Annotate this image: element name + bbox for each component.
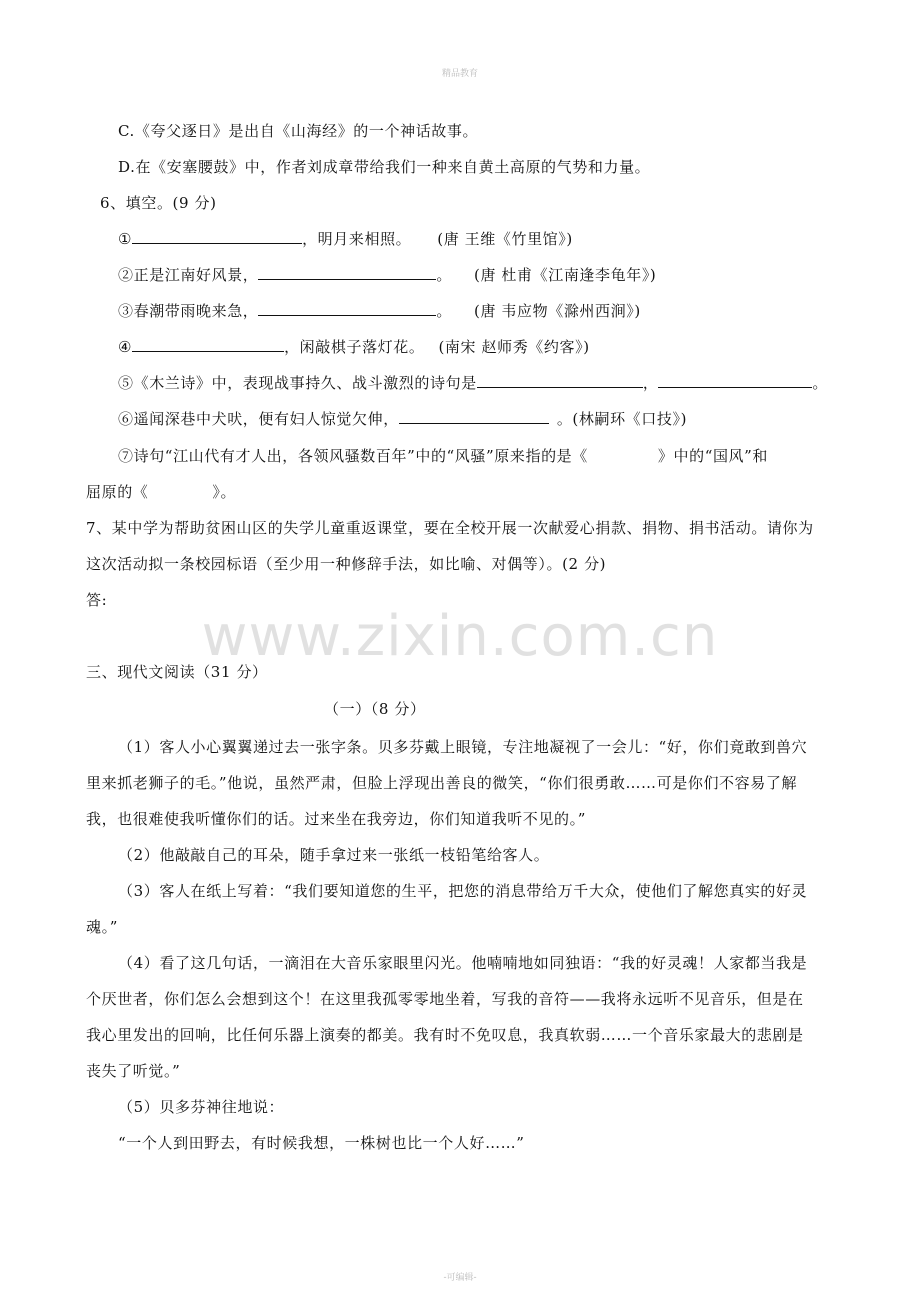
para-1-line-1: （1）客人小心翼翼递过去一张字条。贝多芬戴上眼镜，专注地凝视了一会儿：“好，你们竟敢到兽穴 <box>118 738 808 756</box>
footer-mark: -可编辑- <box>443 1273 477 1283</box>
para-4-line-4: 丧失了听觉。” <box>86 1062 181 1080</box>
fill-6-source: 。(林嗣环《口技》) <box>556 410 688 428</box>
part-1-title: （一）（8 分） <box>324 700 426 718</box>
answer-label: 答: <box>86 591 108 609</box>
para-3-line-2: 魂。” <box>86 918 118 936</box>
para-1-line-2: 里来抓老狮子的毛。”他说，虽然严肃，但脸上浮现出善良的微笑，“你们很勇敢……可是你们不容易了解 <box>86 774 798 792</box>
fill-7-text-c: 屈原的《 <box>86 483 149 501</box>
fill-6-blank[interactable] <box>399 409 549 424</box>
para-6: “一个人到田野去，有时候我想，一株树也比一个人好……” <box>118 1134 525 1152</box>
fill-5-text: ⑤《木兰诗》中，表现战事持久、战斗激烈的诗句是 <box>118 374 477 392</box>
fill-6 <box>118 409 687 429</box>
para-1-line-3: 我，也很难使我听懂你们的话。过来坐在我旁边，你们知道我听不见的。” <box>86 810 586 828</box>
fill-3 <box>118 301 641 321</box>
section-3-title: 三、现代文阅读（31 分） <box>86 663 268 681</box>
fill-5-comma: ， <box>642 374 659 392</box>
fill-3-blank[interactable] <box>258 301 436 316</box>
question-7-line-2: 这次活动拟一条校园标语（至少用一种修辞手法，如比喻、对偶等）。(2 分) <box>86 555 607 573</box>
fill-3-source: (唐 韦应物《滁州西涧》) <box>474 302 641 320</box>
fill-3-text: ③春潮带雨晚来急， <box>118 302 259 320</box>
para-3-line-1: （3）客人在纸上写着：“我们要知道您的生平，把您的消息带给万千大众，使他们了解您真实的好灵 <box>118 882 808 900</box>
fill-1-text: ，明月来相照。 <box>302 230 412 248</box>
fill-1 <box>118 229 573 249</box>
fill-7-text-b: 》中的“国风”和 <box>657 447 769 465</box>
fill-4-text: ，闲敲棋子落灯花。 <box>284 338 425 356</box>
fill-1-blank[interactable] <box>132 229 302 244</box>
header-mark: 精品教育 <box>441 69 478 79</box>
option-d: D.在《安塞腰鼓》中，作者刘成章带给我们一种来自黄土高原的气势和力量。 <box>118 158 651 176</box>
fill-7-line-1 <box>118 446 768 466</box>
fill-5-blank-2[interactable] <box>658 373 812 388</box>
para-4-line-3: 我心里发出的回响，比任何乐器上演奏的都美。我有时不免叹息，我真软弱……一个音乐家最大的悲剧是 <box>86 1026 804 1044</box>
fill-2-end: 。 <box>436 266 453 284</box>
para-4-line-1: （4）看了这几句话，一滴泪在大音乐家眼里闪光。他喃喃地如同独语：“我的好灵魂！人家都当我是 <box>118 954 808 972</box>
fill-6-text: ⑥遥闻深巷中犬吠，便有妇人惊觉欠伸， <box>118 410 399 428</box>
fill-5-blank-1[interactable] <box>477 373 643 388</box>
fill-4 <box>118 337 590 357</box>
para-4-line-2: 个厌世者，你们怎么会想到这个！在这里我孤零零地坐着，写我的音符——我将永远听不见音乐，但是在 <box>86 990 804 1008</box>
fill-7-line-2 <box>86 482 236 502</box>
fill-7-text-a: ⑦诗句“江山代有才人出，各领风骚数百年”中的“风骚”原来指的是《 <box>118 447 588 465</box>
fill-7-text-d: 》。 <box>212 483 237 501</box>
fill-2-blank[interactable] <box>258 265 436 280</box>
question-7-line-1: 7、某中学为帮助贫困山区的失学儿童重返课堂，要在全校开展一次献爱心捐款、捐物、捐书活动。请你为 <box>86 519 814 537</box>
fill-4-blank[interactable] <box>132 337 284 352</box>
watermark: www.zixin.com.cn <box>201 604 719 669</box>
fill-1-source: (唐 王维《竹里馆》) <box>437 230 573 248</box>
para-2: （2）他敲敲自己的耳朵，随手拿过来一张纸一枝铅笔给客人。 <box>118 846 550 864</box>
fill-3-end: 。 <box>436 302 453 320</box>
para-5: （5）贝多芬神往地说： <box>118 1098 285 1116</box>
fill-2-text: ②正是江南好风景， <box>118 266 259 284</box>
fill-5 <box>118 373 828 393</box>
question-6-title: 6、填空。(9 分) <box>100 194 217 212</box>
fill-1-num: ① <box>118 230 133 248</box>
fill-4-source: (南宋 赵师秀《约客》) <box>438 338 590 356</box>
fill-5-end: 。 <box>812 374 829 392</box>
fill-4-num: ④ <box>118 338 133 356</box>
fill-2-source: (唐 杜甫《江南逢李龟年》) <box>474 266 657 284</box>
fill-2 <box>118 265 656 285</box>
option-c: C.《夸父逐日》是出自《山海经》的一个神话故事。 <box>118 122 479 140</box>
